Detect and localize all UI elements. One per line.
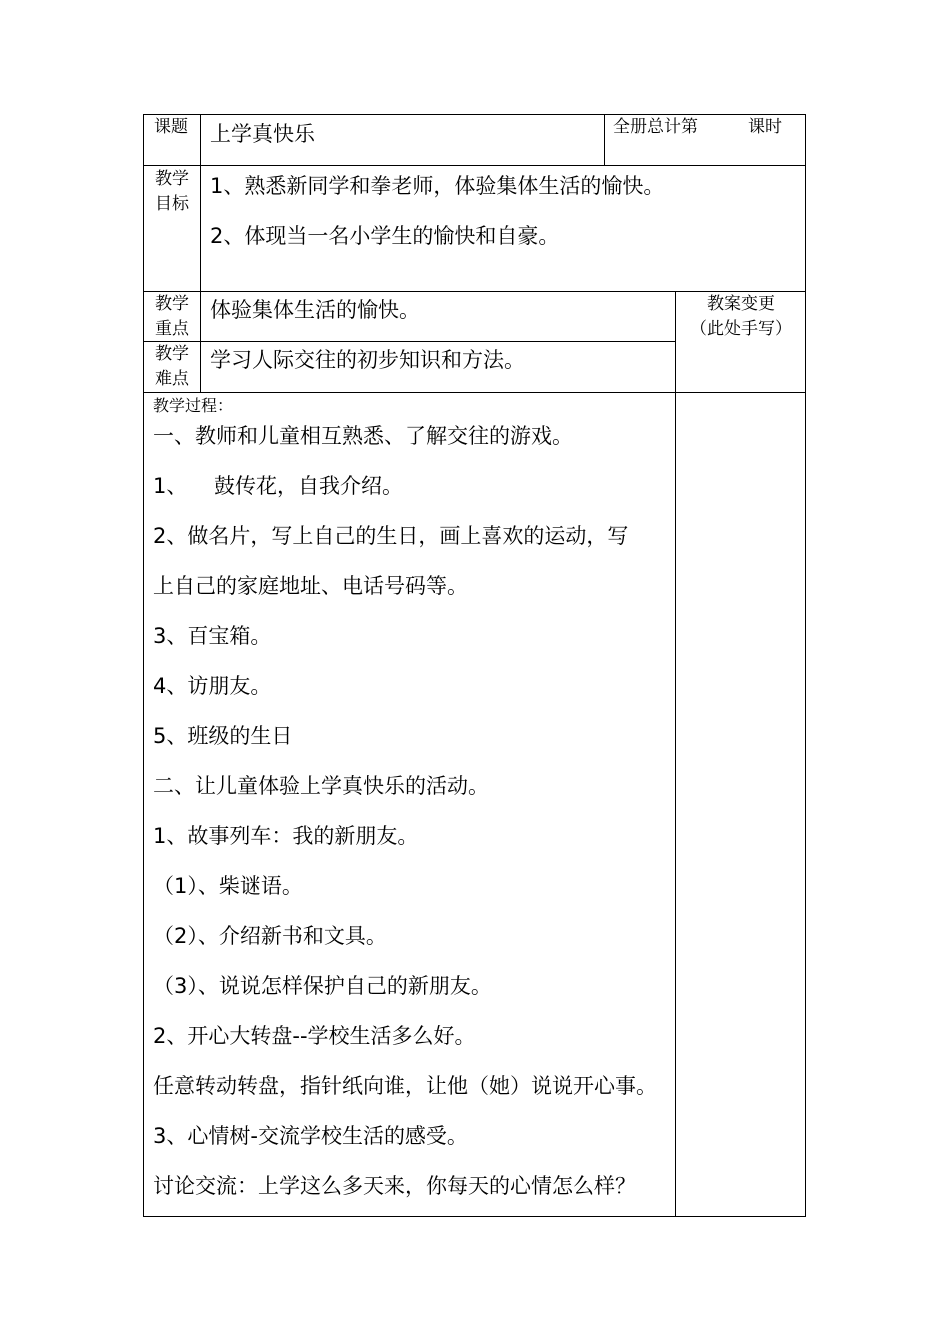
table-border-top xyxy=(143,114,806,115)
change-note xyxy=(676,292,806,342)
row-divider-3 xyxy=(143,341,676,342)
process-label: 教学过程： xyxy=(153,396,234,415)
change-note-line2: （此处手写） xyxy=(690,319,792,339)
table-border-left xyxy=(143,114,144,1217)
process-line: 任意转动转盘，指针纸向谁，让他（她）说说开心事。 xyxy=(153,1074,657,1098)
process-line: 4、访朋友。 xyxy=(153,674,272,698)
header-divider xyxy=(604,114,605,166)
process-line: 上自己的家庭地址、电话号码等。 xyxy=(153,574,468,598)
process-line: 3、心情树-交流学校生活的感受。 xyxy=(153,1124,468,1148)
process-line: 1、故事列车：我的新朋友。 xyxy=(153,824,419,848)
change-note-line1: 教案变更 xyxy=(707,294,775,314)
process-line: 2、做名片，写上自己的生日，画上喜欢的运动，写 xyxy=(153,524,629,548)
difficulty-label xyxy=(144,342,200,392)
key-point-label xyxy=(144,292,200,342)
process-line: 3、百宝箱。 xyxy=(153,624,272,648)
goal-item-2: 2、体现当一名小学生的愉快和自豪。 xyxy=(210,224,560,248)
process-line: 讨论交流：上学这么多天来，你每天的心情怎么样？ xyxy=(153,1174,636,1198)
goals-label-line1: 教学 xyxy=(155,169,189,189)
process-line: （1）、柴谜语。 xyxy=(153,874,303,898)
goals-label xyxy=(144,167,200,217)
table-border-right xyxy=(805,114,806,1217)
key-point-text: 体验集体生活的愉快。 xyxy=(210,298,420,322)
row-divider-1 xyxy=(143,165,806,166)
difficulty-text: 学习人际交往的初步知识和方法。 xyxy=(210,348,525,372)
difficulty-label-line2: 难点 xyxy=(155,369,189,389)
goal-item-1: 1、熟悉新同学和拳老师，体验集体生活的愉快。 xyxy=(210,174,665,198)
period-label: 课时 xyxy=(748,117,782,137)
note-column-divider-lower xyxy=(675,392,676,1217)
process-line: 一、教师和儿童相互熟悉、了解交往的游戏。 xyxy=(153,424,573,448)
goals-label-line2: 目标 xyxy=(155,194,189,214)
topic-value: 上学真快乐 xyxy=(210,122,315,146)
difficulty-label-line1: 教学 xyxy=(155,344,189,364)
process-line: （2）、介绍新书和文具。 xyxy=(153,924,387,948)
process-line: 二、让儿童体验上学真快乐的活动。 xyxy=(153,774,489,798)
process-line: 1、 鼓传花，自我介绍。 xyxy=(153,474,404,498)
row-divider-4 xyxy=(143,392,806,393)
label-column-divider xyxy=(200,114,201,393)
process-line: 2、开心大转盘--学校生活多么好。 xyxy=(153,1024,476,1048)
process-line: 5、班级的生日 xyxy=(153,724,293,748)
key-point-label-line1: 教学 xyxy=(155,294,189,314)
topic-label: 课题 xyxy=(154,117,188,137)
key-point-label-line2: 重点 xyxy=(155,319,189,339)
table-border-bottom xyxy=(143,1216,806,1217)
process-line: （3）、说说怎样保护自己的新朋友。 xyxy=(153,974,492,998)
total-count-label: 全册总计第 xyxy=(613,117,698,137)
